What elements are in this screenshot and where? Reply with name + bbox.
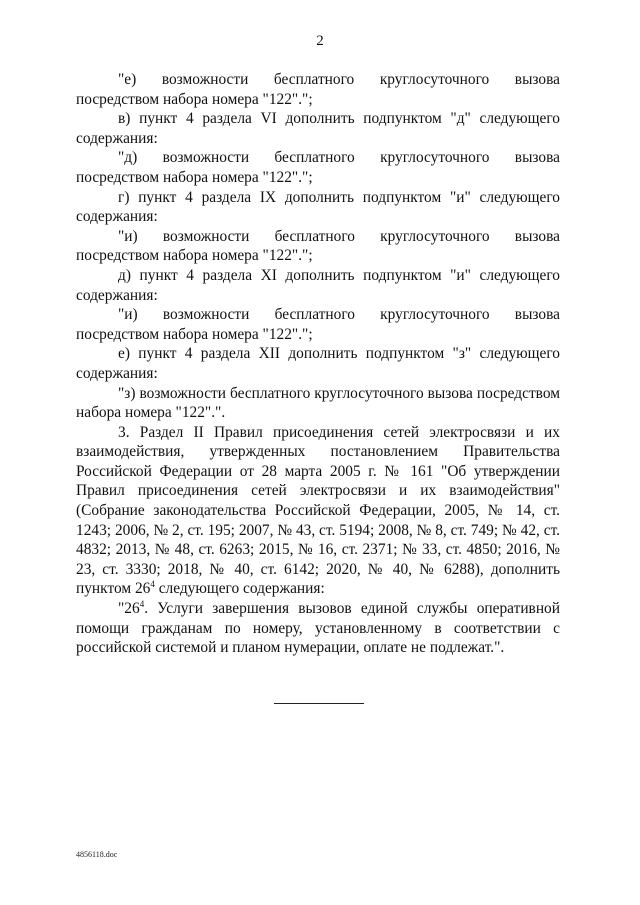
quote-text-start: "26 [118, 600, 140, 618]
paragraph-subpoint-i-quote: "и) возможности бесплатного круглосуточного вызова посредством набора номера "122"."; [76, 227, 560, 265]
paragraph-subpoint-d: д) пункт 4 раздела XI дополнить подпунктом "и" следующего содержания: [76, 266, 560, 304]
quote-text-end: . Услуги завершения вызовов единой службы оперативной помощи гражданам по номеру, установленному в соответствии с российской системой и планом нумерации, оплате не подлежат.". [76, 600, 560, 657]
paragraph-subpoint-e: е) пункт 4 раздела XII дополнить подпунктом "з" следующего содержания: [76, 345, 560, 382]
paragraph-section-3-quote [76, 599, 560, 658]
document-code: 4856118.doc [76, 850, 118, 859]
closing-divider [274, 703, 364, 704]
paragraph-subpoint-z-quote: "з) возможности бесплатного круглосуточного вызова посредством набора номера "122".". [76, 384, 560, 422]
paragraph-subpoint-e-quote: "е) возможности бесплатного круглосуточного вызова посредством набора номера "122"."; [76, 71, 560, 108]
section-3-text-end: следующего содержания: [154, 580, 325, 598]
paragraph-subpoint-d-quote: "д) возможности бесплатного круглосуточного вызова посредством набора номера "122"."; [76, 149, 560, 186]
quote-superscript: 4 [139, 599, 145, 610]
section-3-text: 3. Раздел II Правил присоединения сетей электросвязи и их взаимодействия, утвержденных постановлением Правительства Российской Федерации от 28 марта 2005 г. № 161 "Об утверждении Правил присоединения сетей электросвязи и их взаимодействия" (Собрание законодательства Российской Федерации, 2005, № 14, ст. 1243; 2006, № 2, ст. 195; 2007, № 43, ст. 5194; 2008, № 8, ст. 749; № 42, ст. 4832; 2013, № 48, ст. 6263; 2015, № 16, ст. 2371; № 33, ст. 4850; 2016, № 23, ст. 3330; 2018, № 40, ст. 6142; 2020, № 40, № 6288), дополнить пунктом 26 [76, 423, 560, 598]
paragraph-subpoint-g: г) пункт 4 раздела IX дополнить подпунктом "и" следующего содержания: [76, 188, 560, 226]
page-number: 2 [316, 33, 324, 49]
paragraph-subpoint-v: в) пункт 4 раздела VI дополнить подпунктом "д" следующего содержания: [76, 110, 560, 147]
paragraph-section-3 [76, 423, 560, 599]
document-body [76, 70, 560, 658]
section-3-superscript: 4 [150, 579, 155, 590]
paragraph-subpoint-i-quote-2: "и) возможности бесплатного круглосуточного вызова посредством набора номера "122"."; [76, 306, 560, 343]
